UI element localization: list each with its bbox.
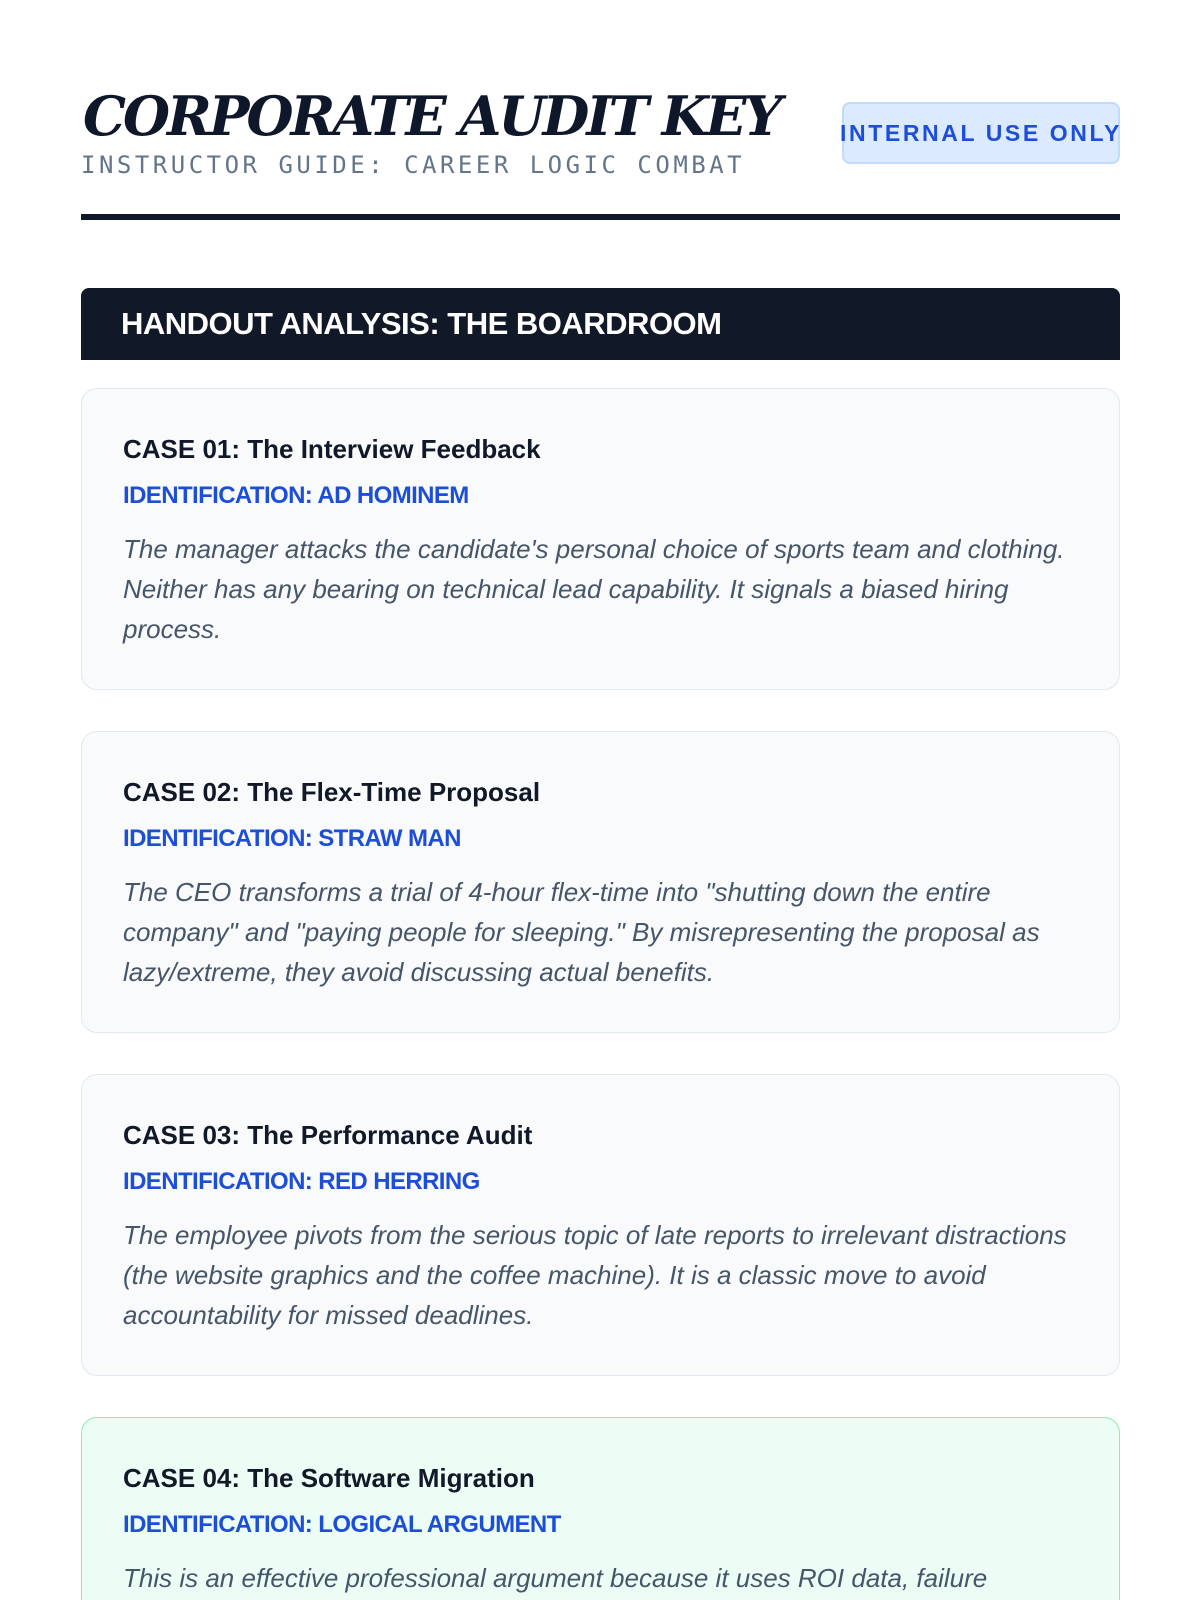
section-title: HANDOUT ANALYSIS: THE BOARDROOM [121,306,722,341]
header-divider [81,214,1120,220]
case-explanation: The manager attacks the candidate's personal choice of sports team and clothing. Neither has any bearing on technical lead capability. It signals a biased hiring process. [123,534,1065,644]
page-header [81,0,1120,221]
case-explanation: This is an effective professional argument because it uses ROI data, failure [123,1563,988,1593]
case-title: CASE 02: The Flex-Time Proposal [123,777,541,807]
page-subtitle: INSTRUCTOR GUIDE: CAREER LOGIC COMBAT [81,151,746,179]
section-header [81,288,1120,360]
case-title: CASE 01: The Interview Feedback [123,434,541,464]
internal-use-badge: INTERNAL USE ONLY [842,102,1120,164]
case-identification: IDENTIFICATION: STRAW MAN [123,825,461,852]
case-explanation: The employee pivots from the serious topic of late reports to irrelevant distractions (the website graphics and the coffee machine). It is a classic move to avoid accountability for missed deadlines. [123,1220,1067,1330]
audit-key-page [81,0,1122,1593]
case-identification: IDENTIFICATION: LOGICAL ARGUMENT [123,1511,561,1538]
case-identification: IDENTIFICATION: AD HOMINEM [123,482,469,509]
case-card [81,388,1120,690]
case-list [81,388,1120,1600]
case-card [81,731,1120,1033]
case-title: CASE 04: The Software Migration [123,1463,535,1493]
page-title: CORPORATE AUDIT KEY [83,84,780,148]
case-card [81,1074,1120,1376]
case-title: CASE 03: The Performance Audit [123,1120,533,1150]
case-explanation: The CEO transforms a trial of 4-hour flex-time into "shutting down the entire company" and "paying people for sleeping." By misrepresenting the proposal as lazy/extreme, they avoid discussing actual benefits. [123,877,1040,987]
case-card-valid [81,1417,1120,1600]
case-identification: IDENTIFICATION: RED HERRING [123,1168,480,1195]
